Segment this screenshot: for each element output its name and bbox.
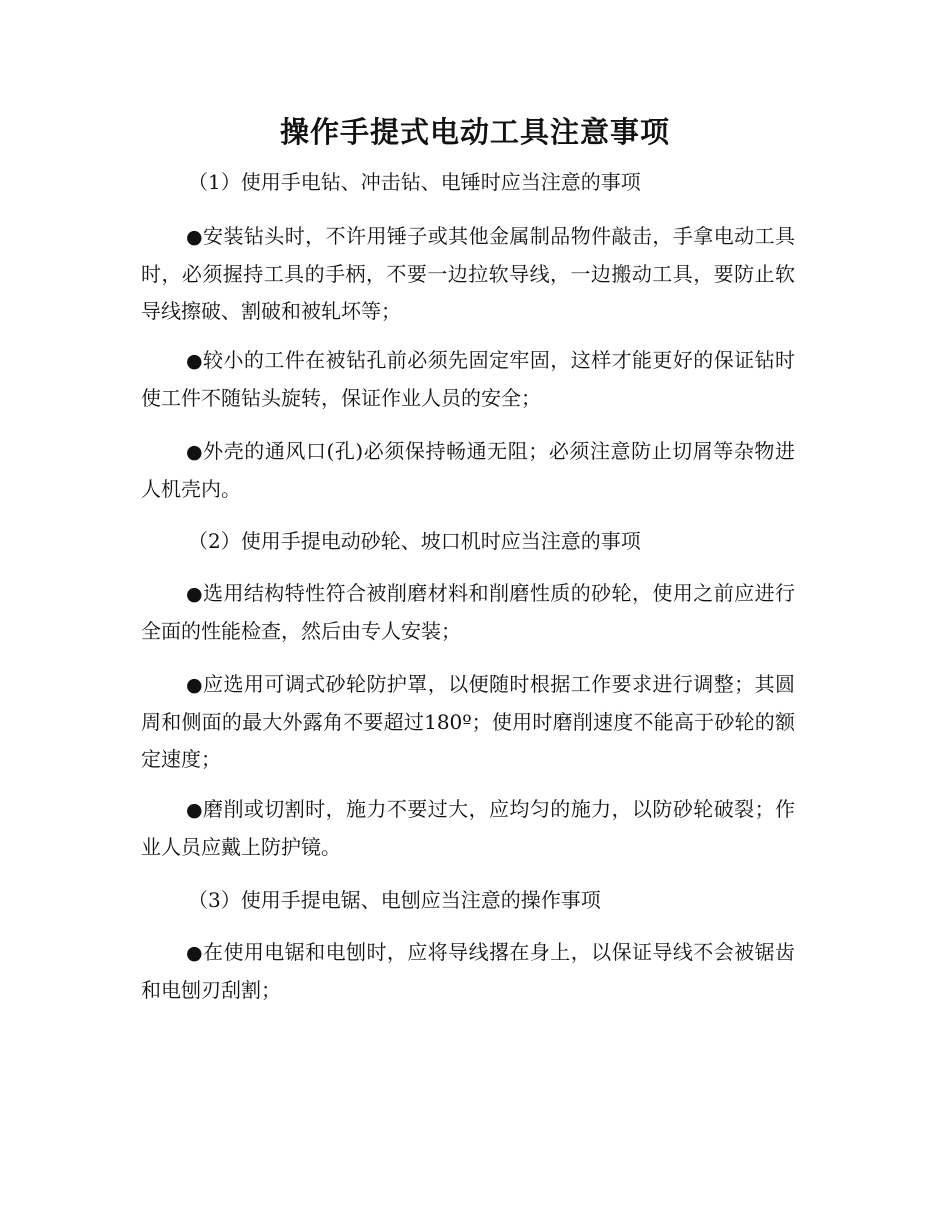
bullet-paragraph <box>141 934 795 1009</box>
paragraph-text: 选用结构特性符合被削磨材料和削磨性质的砂轮，使用之前应进行全面的性能检查，然后由专人安装； <box>141 581 795 643</box>
bullet-paragraph <box>141 791 795 866</box>
bullet-paragraph <box>141 433 795 508</box>
bullet-icon: ● <box>186 799 204 821</box>
bullet-icon: ● <box>186 942 204 964</box>
bullet-icon: ● <box>186 226 204 248</box>
bullet-paragraph <box>141 666 795 778</box>
paragraph-text: 外壳的通风口(孔)必须保持畅通无阻；必须注意防止切屑等杂物进人机壳内。 <box>141 439 795 501</box>
paragraph-text: 在使用电锯和电刨时，应将导线撂在身上，以保证导线不会被锯齿和电刨刃刮割； <box>141 940 795 1002</box>
section-heading: （1）使用手电钻、冲击钻、电锤时应当注意的事项 <box>188 170 641 194</box>
paragraph-text: 较小的工件在被钻孔前必须先固定牢固，这样才能更好的保证钻时使工件不随钻头旋转，保证作业人员的安全； <box>141 348 795 410</box>
paragraph-text: 安装钻头时，不许用锤子或其他金属制品物件敲击，手拿电动工具时，必须握持工具的手柄，不要一边拉软导线，一边搬动工具，要防止软导线擦破、割破和被轧坏等； <box>141 224 795 323</box>
document-title: 操作手提式电动工具注意事项 <box>279 115 670 149</box>
section-heading: （2）使用手提电动砂轮、坡口机时应当注意的事项 <box>188 529 641 553</box>
bullet-paragraph <box>141 342 795 417</box>
paragraph-text: 应选用可调式砂轮防护罩，以便随时根据工作要求进行调整；其圆周和侧面的最大外露角不要超过180º；使用时磨削速度不能高于砂轮的额定速度； <box>141 672 795 771</box>
bullet-icon: ● <box>186 674 204 696</box>
bullet-paragraph <box>141 575 795 650</box>
section-heading: （3）使用手提电锯、电刨应当注意的操作事项 <box>188 888 601 912</box>
bullet-paragraph <box>141 218 795 330</box>
bullet-icon: ● <box>186 441 204 463</box>
bullet-icon: ● <box>186 583 204 605</box>
bullet-icon: ● <box>186 350 204 372</box>
paragraph-text: 磨削或切割时，施力不要过大，应均匀的施力，以防砂轮破裂；作业人员应戴上防护镜。 <box>141 797 795 859</box>
